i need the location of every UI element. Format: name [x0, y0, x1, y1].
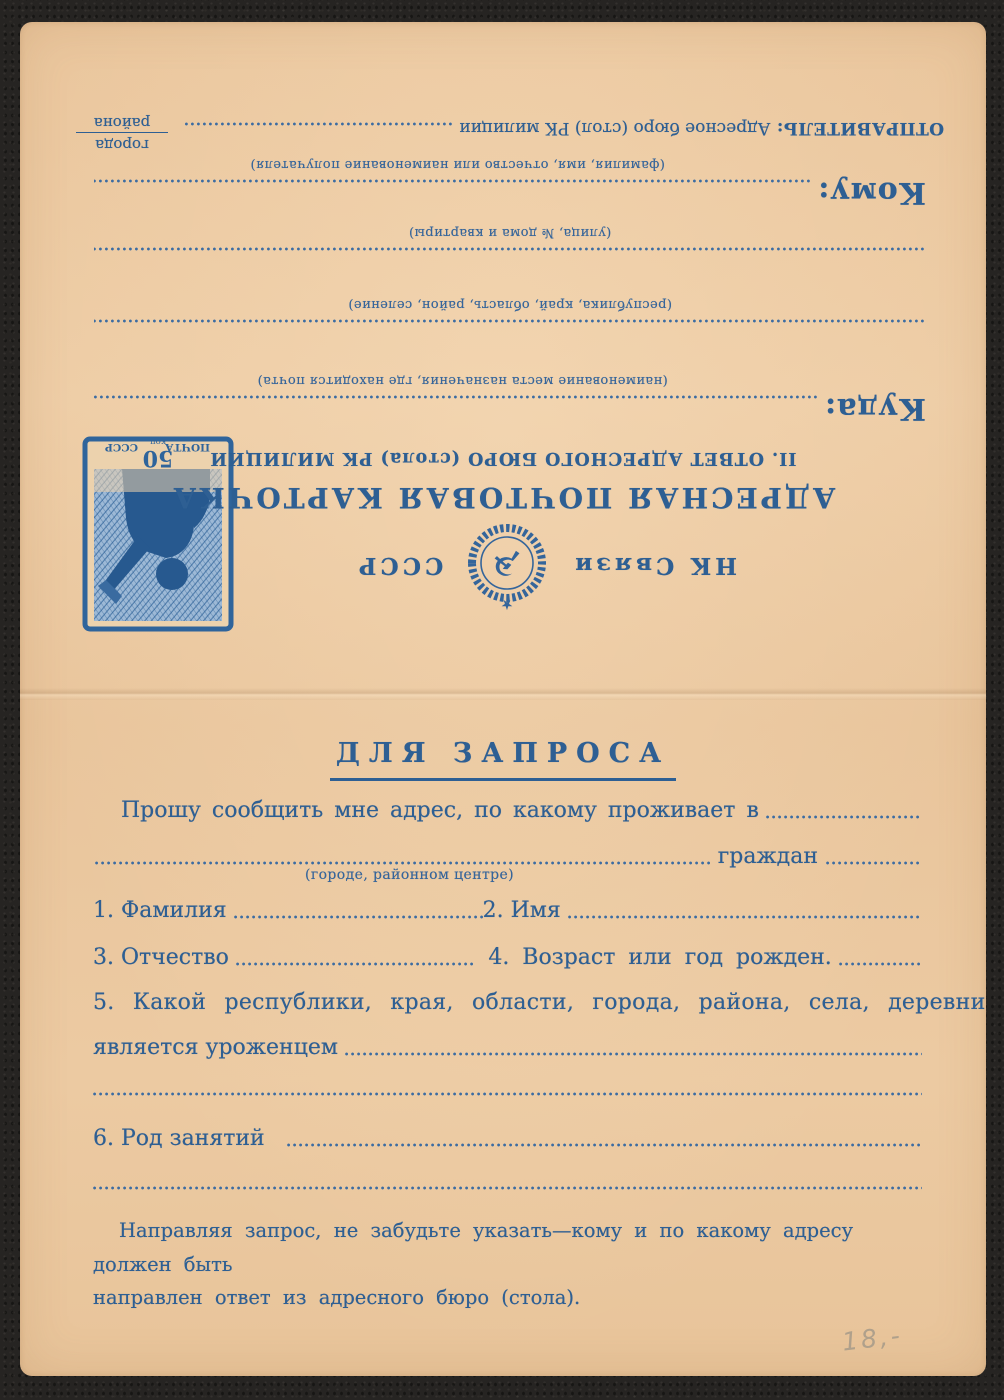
sender-write-in-line — [184, 122, 452, 126]
agency-left-label: НК Связи — [571, 552, 737, 580]
request-write-in-line — [766, 815, 922, 819]
card-subtitle: II. ОТВЕТ АДРЕСНОГО БЮРО (стола) РК МИЛИЦИИ — [209, 448, 797, 468]
address-side — [20, 22, 986, 694]
postcard — [20, 22, 986, 1376]
occupation-write-in-line — [287, 1143, 922, 1147]
name-row — [93, 898, 922, 923]
occupation-label: 6. Род занятий — [93, 1126, 265, 1151]
origin-cont-row — [93, 1035, 922, 1060]
footer-note — [93, 1214, 922, 1315]
komu-caption: (фамилия, имя, отчество или наименование получателя) — [250, 157, 665, 172]
request-row — [93, 798, 922, 823]
stamp-value: 50 — [142, 445, 174, 471]
place-write-in-line — [95, 861, 712, 865]
sender-label: ОТПРАВИТЕЛЬ: — [776, 118, 944, 138]
footer-note-line1: Направляя запрос, не забудьте указать—кому и по какому адресу должен быть — [93, 1219, 854, 1276]
kuda-label: Куда: — [823, 391, 926, 426]
citizens-write-in-line — [826, 861, 922, 865]
pencil-price-mark: 18,- — [840, 1320, 905, 1357]
patronymic-age-row — [93, 945, 922, 970]
origin-label: 5. Какой республики, края, области, города, района, села, деревни — [93, 990, 986, 1015]
surname-label: 1. Фамилия — [93, 898, 227, 923]
komu-write-in-line — [94, 179, 810, 183]
origin-cont-label: является уроженцем — [93, 1035, 338, 1060]
sender-fraction-district: района — [93, 114, 151, 133]
sender-fraction-city: города — [76, 133, 168, 155]
region-row — [94, 297, 926, 320]
extra-line-row-1 — [93, 1092, 922, 1096]
region-write-in-line — [94, 319, 924, 323]
surname-write-in-line — [234, 915, 483, 919]
sender-city-district-fraction — [76, 113, 168, 154]
age-label: 4. Возраст или год рожден. — [488, 945, 832, 970]
place-caption: (городе, районном центре) — [305, 867, 514, 883]
komu-row — [94, 157, 926, 210]
kuda-write-in-line — [94, 395, 817, 399]
request-line-text: Прошу сообщить мне адрес, по какому проживает в — [121, 798, 759, 823]
agency-row — [216, 520, 876, 612]
inquiry-side — [20, 694, 986, 1376]
extra-line-row-2 — [93, 1186, 922, 1190]
patronymic-label: 3. Отчество — [93, 945, 229, 970]
agency-right-label: СССР — [355, 552, 444, 580]
svg-text:☭: ☭ — [492, 542, 523, 582]
age-write-in-line — [839, 962, 922, 966]
soviet-emblem-icon — [463, 517, 551, 615]
firstname-write-in-line — [568, 915, 922, 919]
card-title: АДРЕСНАЯ ПОЧТОВАЯ КАРТОЧКА — [170, 481, 836, 514]
citizens-row — [93, 844, 922, 883]
origin-write-in-line — [345, 1052, 922, 1056]
origin-row — [93, 990, 986, 1015]
footer-note-line2: направлен ответ из адресного бюро (стола). — [93, 1286, 581, 1310]
kuda-caption: (наименование места назначения, где находится почта) — [257, 373, 668, 388]
street-write-in-line — [94, 247, 924, 251]
svg-text:★: ★ — [500, 596, 514, 612]
extra-write-in-line-1 — [93, 1092, 922, 1096]
komu-label: Кому: — [817, 175, 926, 210]
street-row — [94, 225, 926, 248]
inquiry-title: ДЛЯ ЗАПРОСА — [330, 738, 676, 781]
occupation-row — [93, 1126, 922, 1151]
stamp-sssr-label: СССР — [105, 441, 138, 453]
extra-write-in-line-2 — [93, 1186, 922, 1190]
firstname-label: 2. Имя — [482, 898, 561, 923]
patronymic-write-in-line — [236, 962, 474, 966]
kuda-row — [94, 373, 926, 426]
region-caption: (республика, край, область, район, селение) — [348, 297, 672, 312]
sender-row — [84, 114, 944, 154]
stamp-pochta-label: ПОЧТА — [164, 441, 210, 453]
stamp-kop-label: коп — [149, 436, 167, 447]
sender-text: Адресное бюро (стол) РК милиции — [459, 118, 771, 138]
citizens-word: граждан — [717, 844, 818, 869]
street-caption: (улица, № дома и квартиры) — [408, 225, 612, 240]
